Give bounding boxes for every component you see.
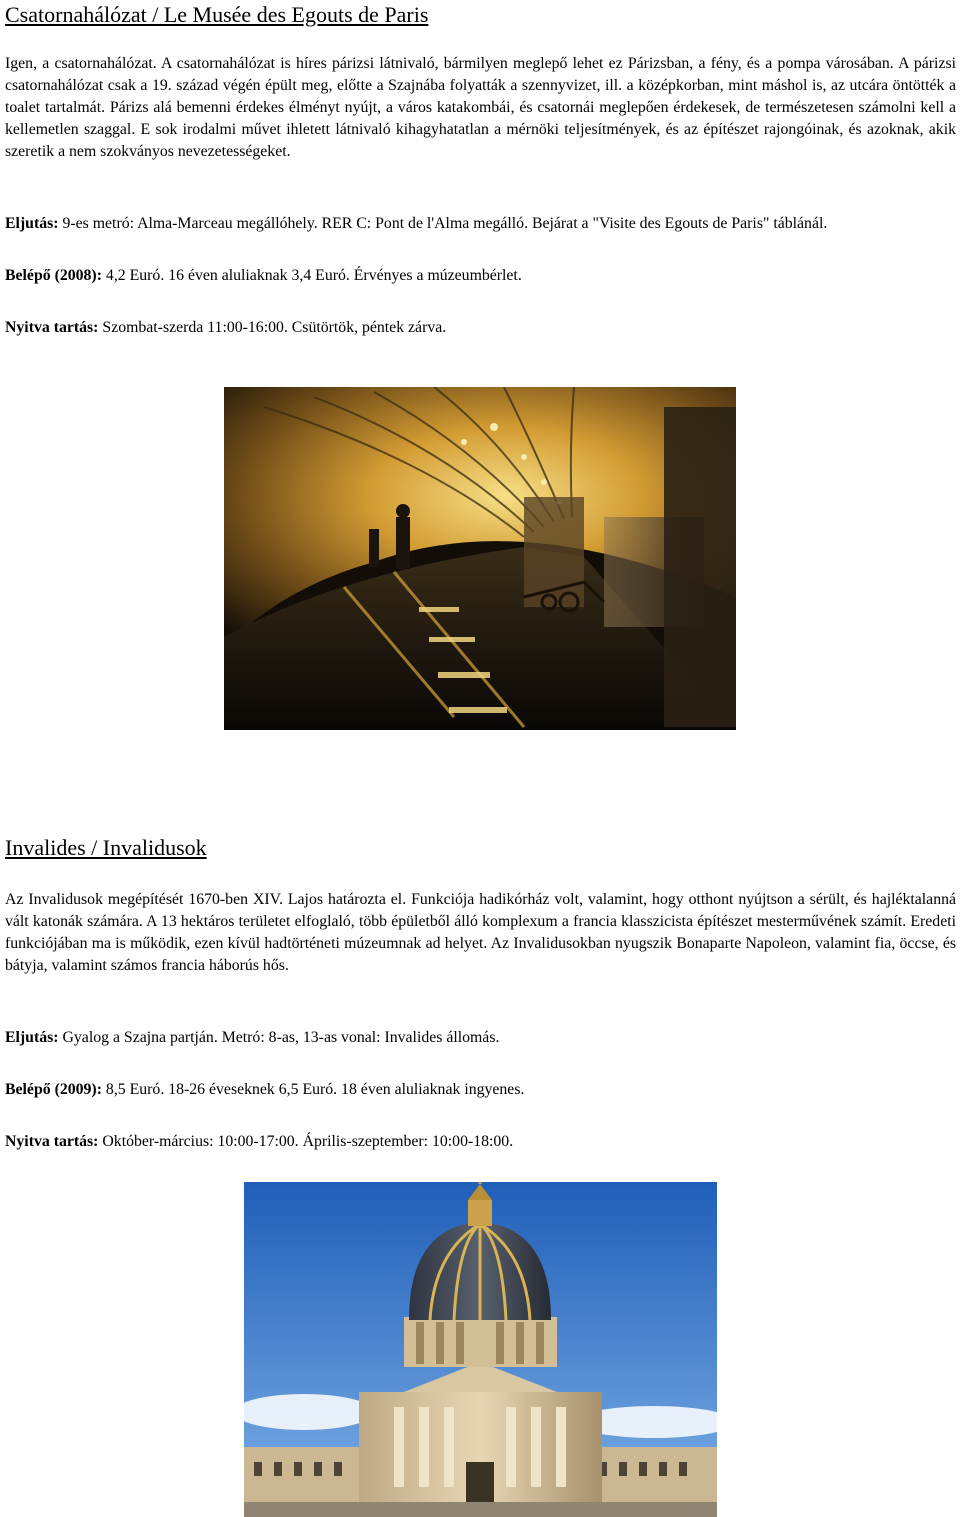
sewers-access-text: 9-es metró: Alma-Marceau megállóhely. RER C: Pont de l'Alma megálló. Bejárat a "Visite des Egouts de Paris" táblánál.	[58, 215, 828, 232]
invalides-hours-info	[5, 1131, 956, 1153]
sewers-price-text: 4,2 Euró. 16 éven aluliaknak 3,4 Euró. Érvényes a múzeumbérlet.	[101, 267, 522, 284]
section-title-sewers: Csatornahálózat / Le Musée des Egouts de Paris	[5, 2, 429, 27]
sewers-intro-paragraph: Igen, a csatornahálózat. A csatornahálózat is híres párizsi látnivaló, bármilyen meglepő lehet ez Párizsban, a fény, és a pompa városában. A párizsi csatornahálózat csak a 19. század végén épült meg, előtte a Szajnába folyatták a szennyvizet, ill. a középkorban, mint máshol is, az utcára öntötték a toalet tartalmát. Párizs alá bemenni érdekes élményt nyújt, a város katakombái, és csatornái meglepően érdekesek, de természetesen számolni kell a kellemetlen szaggal. E sok irodalmi művet ihletett látnivaló kihagyhatatlan a mérnöki teljesítmények, és az építészet rajongóinak, és azoknak, akik szeretik a nem szokványos nevezetességeket.	[5, 55, 956, 160]
section-title-invalides: Invalides / Invalidusok	[5, 835, 207, 860]
sewers-price-info	[5, 265, 956, 287]
invalides-price-text: 8,5 Euró. 18-26 éveseknek 6,5 Euró. 18 éven aluliaknak ingyenes.	[101, 1081, 525, 1098]
invalides-access-info	[5, 1027, 956, 1049]
sewers-access-info	[5, 213, 956, 235]
invalides-hours-label: Nyitva tartás:	[5, 1133, 99, 1150]
sewers-hours-label: Nyitva tartás:	[5, 319, 99, 336]
sewers-hours-info	[5, 317, 956, 339]
sewers-access-label: Eljutás:	[5, 215, 59, 232]
sewers-price-label: Belépő (2008):	[5, 267, 102, 284]
invalides-access-label: Eljutás:	[5, 1029, 59, 1046]
invalides-dome-photo	[244, 1182, 717, 1517]
invalides-intro-paragraph: Az Invalidusok megépítését 1670-ben XIV. Lajos határozta el. Funkciója hadikórház volt, valamint, hogy otthont nyújtson a sérült, és hajléktalanná vált katonák számára. A 13 hektáros területet elfoglaló, több épületből álló komplexum a francia klasszicista építészet mesterművének számít. Eredeti funkciójában ma is működik, ezen kívül hadtörténeti múzeumnak ad helyet. Az Invalidusokban nyugszik Bonaparte Napoleon, valamint fia, öccse, és bátyja, valamint számos francia háborús hős.	[5, 891, 956, 974]
invalides-price-info	[5, 1079, 956, 1101]
sewer-museum-photo	[224, 387, 736, 730]
invalides-access-text: Gyalog a Szajna partján. Metró: 8-as, 13-as vonal: Invalides állomás.	[58, 1029, 500, 1046]
sewers-hours-text: Szombat-szerda 11:00-16:00. Csütörtök, péntek zárva.	[98, 319, 447, 336]
invalides-hours-text: Október-március: 10:00-17:00. Április-szeptember: 10:00-18:00.	[98, 1133, 514, 1150]
invalides-price-label: Belépő (2009):	[5, 1081, 102, 1098]
